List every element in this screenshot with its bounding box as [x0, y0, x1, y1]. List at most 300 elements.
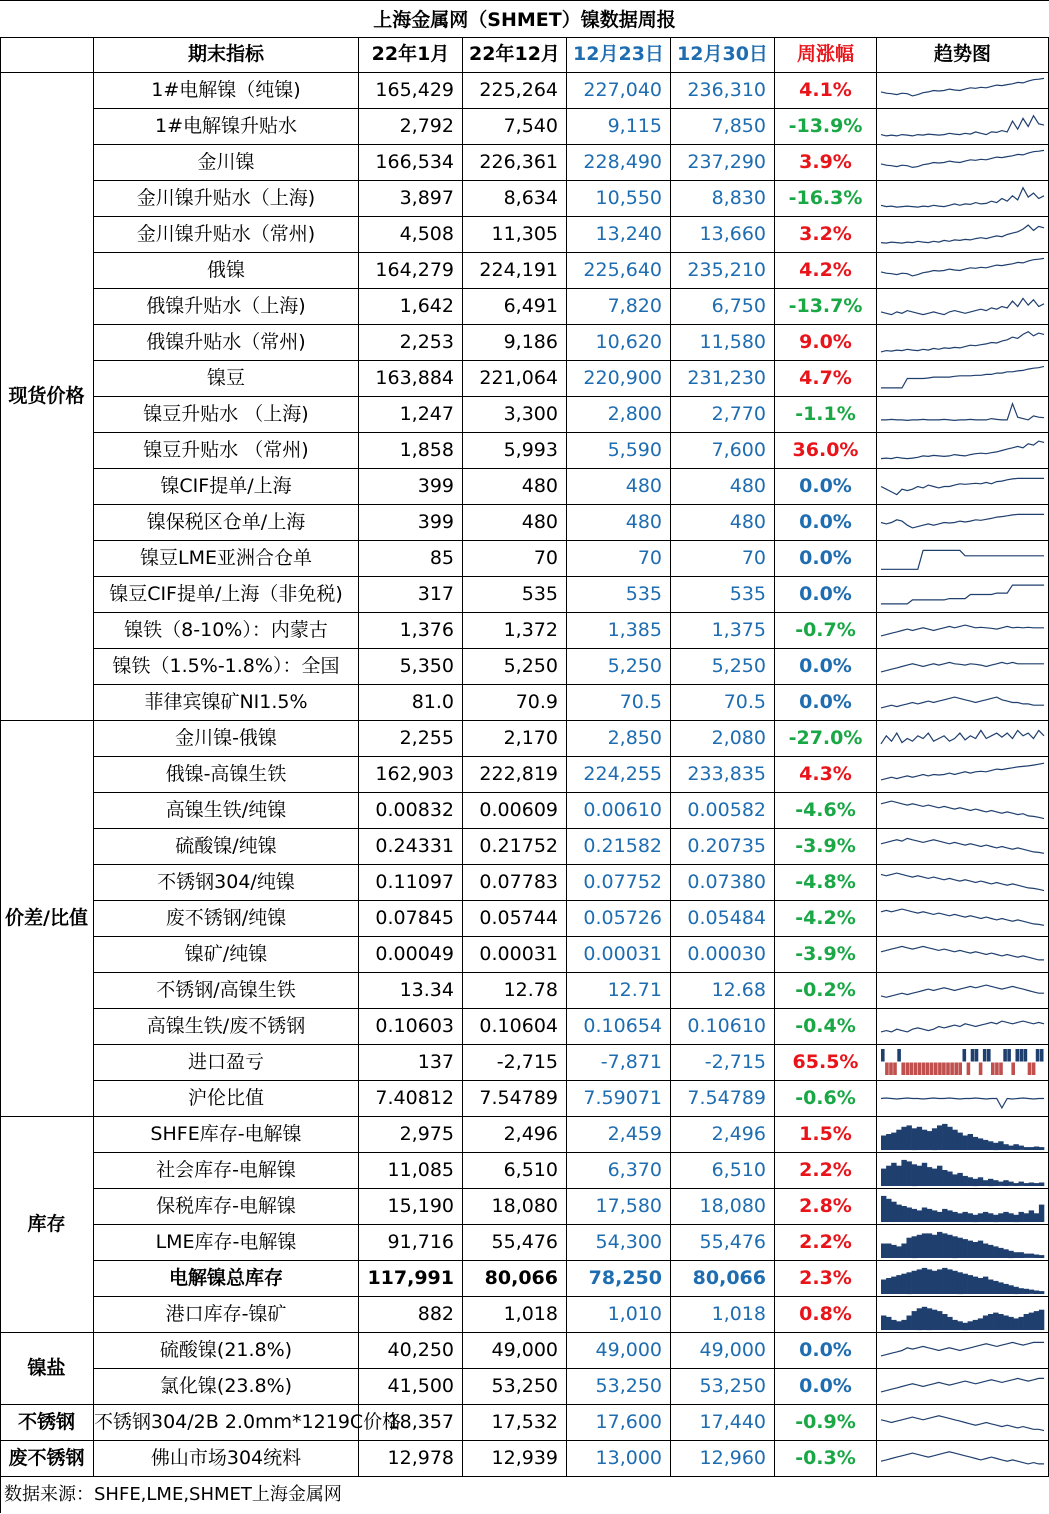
inventory-bar	[1019, 1317, 1024, 1330]
inventory-bar	[993, 1246, 998, 1258]
winloss-bar-profit	[897, 1049, 901, 1062]
inventory-bar	[963, 1136, 968, 1151]
sparkline-svg	[877, 1441, 1048, 1476]
row-value-v2: 12,939	[463, 1441, 567, 1477]
row-weekly-change: -4.8%	[775, 865, 877, 901]
row-value-v4: 0.00030	[671, 937, 775, 973]
inventory-bar	[912, 1209, 917, 1222]
inventory-bar	[1019, 1288, 1024, 1294]
inventory-bar	[988, 1213, 993, 1222]
row-trend-sparkline	[877, 289, 1049, 325]
sparkline-svg	[877, 1261, 1048, 1296]
row-value-v1: 15,190	[359, 1189, 463, 1225]
row-value-v4: 53,250	[671, 1369, 775, 1405]
header-col-dec23: 12月23日	[567, 37, 671, 73]
inventory-bar	[1029, 1254, 1034, 1258]
row-value-v1: 5,350	[359, 649, 463, 685]
row-value-v3: 6,370	[567, 1153, 671, 1189]
category-nickel-salt	[0, 1333, 94, 1405]
inventory-bar	[998, 1314, 1003, 1330]
row-value-v1: 166,534	[359, 145, 463, 181]
row-indicator-name: 进口盈亏	[94, 1045, 359, 1081]
row-weekly-change: -13.9%	[775, 109, 877, 145]
inventory-bar	[917, 1210, 922, 1222]
row-value-v1: 2,255	[359, 721, 463, 757]
row-indicator-name: 俄镍升贴水（上海)	[94, 289, 359, 325]
row-value-v2: 18,080	[463, 1189, 567, 1225]
sparkline-svg	[877, 865, 1048, 900]
trend-line	[881, 763, 1044, 780]
row-value-v3: 228,490	[567, 145, 671, 181]
row-value-v2: 1,018	[463, 1297, 567, 1333]
inventory-bar	[1019, 1252, 1024, 1258]
category-label: 价差/比值	[5, 907, 88, 929]
row-value-v1: 2,975	[359, 1117, 463, 1153]
inventory-bar	[1013, 1183, 1018, 1186]
row-value-v2: 80,066	[463, 1261, 567, 1297]
row-weekly-change: 0.0%	[775, 541, 877, 577]
row-value-v4: 55,476	[671, 1225, 775, 1261]
inventory-bar	[957, 1272, 962, 1294]
row-trend-sparkline	[877, 1225, 1049, 1261]
row-weekly-change: 2.8%	[775, 1189, 877, 1225]
row-indicator-name: 镍豆升贴水 （上海)	[94, 397, 359, 433]
inventory-bar	[912, 1236, 917, 1258]
row-value-v4: 80,066	[671, 1261, 775, 1297]
inventory-bar	[901, 1160, 906, 1186]
sparkline-svg	[877, 1009, 1048, 1044]
row-indicator-name: 金川镍-俄镍	[94, 721, 359, 757]
row-value-v3: 480	[567, 505, 671, 541]
row-weekly-change: -3.9%	[775, 829, 877, 865]
row-value-v2: 5,993	[463, 433, 567, 469]
inventory-bar	[963, 1212, 968, 1222]
row-value-v2: 55,476	[463, 1225, 567, 1261]
trend-line	[881, 225, 1044, 243]
inventory-bar	[947, 1269, 952, 1294]
row-trend-sparkline	[877, 1081, 1049, 1117]
trend-line	[881, 332, 1044, 352]
inventory-bar	[937, 1212, 942, 1222]
inventory-bar	[891, 1320, 896, 1330]
row-value-v1: 1,858	[359, 433, 463, 469]
inventory-bar	[1013, 1215, 1018, 1222]
row-indicator-name: 金川镍升贴水（上海)	[94, 181, 359, 217]
row-value-v2: 2,170	[463, 721, 567, 757]
winloss-bar-loss	[889, 1063, 893, 1076]
winloss-bar-loss	[906, 1063, 910, 1076]
sparkline-svg	[877, 793, 1048, 828]
category-label: 废不锈钢	[8, 1447, 85, 1469]
row-weekly-change: 2.2%	[775, 1225, 877, 1261]
row-value-v3: 1,010	[567, 1297, 671, 1333]
row-trend-sparkline	[877, 469, 1049, 505]
row-weekly-change: 4.2%	[775, 253, 877, 289]
inventory-bar	[932, 1169, 937, 1186]
winloss-bar-profit	[881, 1049, 885, 1062]
inventory-bar	[1008, 1285, 1013, 1294]
header-category-blank	[0, 37, 94, 73]
row-value-v1: 1,376	[359, 613, 463, 649]
sparkline-svg	[877, 829, 1048, 864]
row-value-v2: 2,496	[463, 1117, 567, 1153]
winloss-bar-profit	[1016, 1049, 1020, 1062]
inventory-bar	[1039, 1310, 1044, 1330]
trend-line	[881, 514, 1044, 528]
row-trend-sparkline	[877, 1045, 1049, 1081]
row-indicator-name: 保税库存-电解镍	[94, 1189, 359, 1225]
inventory-bar	[917, 1235, 922, 1258]
row-indicator-name: 港口库存-镍矿	[94, 1297, 359, 1333]
row-value-v4: 11,580	[671, 325, 775, 361]
winloss-bar-loss	[930, 1063, 934, 1076]
row-value-v4: 7,600	[671, 433, 775, 469]
inventory-bar	[957, 1133, 962, 1150]
row-indicator-name: 佛山市场304统料	[94, 1441, 359, 1477]
inventory-bar	[891, 1163, 896, 1186]
row-indicator-name: 俄镍升贴水（常州)	[94, 325, 359, 361]
row-value-v2: 480	[463, 505, 567, 541]
trend-line	[881, 730, 1044, 744]
inventory-bar	[957, 1213, 962, 1222]
inventory-bar	[886, 1199, 891, 1222]
inventory-bar	[917, 1269, 922, 1294]
trend-line	[881, 116, 1044, 136]
row-value-v2: 226,361	[463, 145, 567, 181]
row-weekly-change: 4.1%	[775, 73, 877, 109]
row-trend-sparkline	[877, 649, 1049, 685]
inventory-bar	[927, 1233, 932, 1258]
row-trend-sparkline	[877, 685, 1049, 721]
sparkline-svg	[877, 145, 1048, 180]
row-value-v1: 4,508	[359, 217, 463, 253]
row-value-v3: 0.07752	[567, 865, 671, 901]
row-value-v2: 9,186	[463, 325, 567, 361]
row-trend-sparkline	[877, 1369, 1049, 1405]
row-value-v1: 1,642	[359, 289, 463, 325]
row-value-v4: 233,835	[671, 757, 775, 793]
row-trend-sparkline	[877, 829, 1049, 865]
trend-line	[881, 585, 1044, 604]
inventory-bar	[886, 1244, 891, 1259]
row-value-v1: 3,897	[359, 181, 463, 217]
inventory-bar	[942, 1268, 947, 1294]
row-value-v3: 9,115	[567, 109, 671, 145]
row-indicator-name: 镍豆LME亚洲合仓单	[94, 541, 359, 577]
row-value-v2: 224,191	[463, 253, 567, 289]
winloss-bar-loss	[1028, 1063, 1032, 1076]
inventory-bar	[1024, 1289, 1029, 1294]
inventory-bar	[988, 1179, 993, 1186]
inventory-bar	[993, 1313, 998, 1330]
row-value-v1: 81.0	[359, 685, 463, 721]
inventory-bar	[937, 1125, 942, 1150]
winloss-bar-profit	[1036, 1049, 1040, 1062]
winloss-bar-loss	[914, 1063, 918, 1076]
row-weekly-change: 2.2%	[775, 1153, 877, 1189]
inventory-bar	[1003, 1249, 1008, 1258]
row-value-v3: 0.21582	[567, 829, 671, 865]
row-weekly-change: -16.3%	[775, 181, 877, 217]
inventory-bar	[973, 1215, 978, 1222]
row-value-v3: 2,459	[567, 1117, 671, 1153]
inventory-bar	[952, 1236, 957, 1258]
inventory-bar	[952, 1271, 957, 1294]
inventory-bar	[922, 1163, 927, 1186]
inventory-bar	[891, 1133, 896, 1150]
row-value-v2: 0.00609	[463, 793, 567, 829]
winloss-bar-loss	[893, 1063, 897, 1076]
row-value-v3: 49,000	[567, 1333, 671, 1369]
trend-line	[881, 441, 1044, 459]
trend-line	[881, 478, 1044, 494]
row-value-v1: 2,253	[359, 325, 463, 361]
inventory-bar	[922, 1307, 927, 1330]
row-value-v3: 70.5	[567, 685, 671, 721]
inventory-bar	[952, 1212, 957, 1222]
row-value-v4: 236,310	[671, 73, 775, 109]
winloss-bar-loss	[946, 1063, 950, 1076]
sparkline-svg	[877, 1405, 1048, 1440]
sparkline-svg	[877, 1153, 1048, 1188]
inventory-bar	[901, 1274, 906, 1294]
inventory-bar	[1013, 1318, 1018, 1330]
sparkline-svg	[877, 1297, 1048, 1332]
category-stainless	[0, 1405, 94, 1441]
row-weekly-change: -3.9%	[775, 937, 877, 973]
trend-line	[881, 1342, 1044, 1356]
winloss-bar-loss	[934, 1063, 938, 1076]
trend-line	[881, 258, 1044, 276]
row-value-v4: 2,496	[671, 1117, 775, 1153]
winloss-bar-profit	[1020, 1049, 1024, 1062]
winloss-bar-loss	[918, 1063, 922, 1076]
inventory-bar	[937, 1311, 942, 1330]
inventory-bar	[907, 1125, 912, 1150]
inventory-bar	[937, 1269, 942, 1294]
inventory-bar	[1024, 1314, 1029, 1330]
row-weekly-change: 36.0%	[775, 433, 877, 469]
row-value-v2: 7.54789	[463, 1081, 567, 1117]
trend-line	[881, 188, 1044, 207]
row-indicator-name: 高镍生铁/纯镍	[94, 793, 359, 829]
row-value-v2: -2,715	[463, 1045, 567, 1081]
sparkline-svg	[877, 937, 1048, 972]
winloss-bar-loss	[958, 1063, 962, 1076]
sparkline-svg	[877, 1333, 1048, 1368]
row-indicator-name: 社会库存-电解镍	[94, 1153, 359, 1189]
inventory-bar	[1039, 1147, 1044, 1150]
inventory-bar	[1008, 1251, 1013, 1258]
trend-line	[881, 150, 1044, 167]
row-value-v3: 13,240	[567, 217, 671, 253]
sparkline-svg	[877, 217, 1048, 252]
row-trend-sparkline	[877, 721, 1049, 757]
inventory-bar	[1034, 1311, 1039, 1330]
row-weekly-change: 0.0%	[775, 649, 877, 685]
row-indicator-name: 菲律宾镍矿NI1.5%	[94, 685, 359, 721]
sparkline-svg	[877, 1369, 1048, 1404]
winloss-bar-loss	[991, 1063, 995, 1076]
inventory-bar	[998, 1182, 1003, 1186]
category-label: 镍盐	[27, 1357, 66, 1379]
trend-line	[881, 838, 1044, 853]
winloss-bar-profit	[1007, 1049, 1011, 1062]
row-value-v4: 7,850	[671, 109, 775, 145]
trend-line	[881, 1416, 1044, 1431]
row-trend-sparkline	[877, 1189, 1049, 1225]
row-trend-sparkline	[877, 361, 1049, 397]
trend-line	[881, 873, 1044, 891]
winloss-bar-loss	[910, 1063, 914, 1076]
inventory-bar	[947, 1317, 952, 1330]
row-weekly-change: -1.1%	[775, 397, 877, 433]
row-value-v3: 225,640	[567, 253, 671, 289]
inventory-bar	[922, 1268, 927, 1294]
inventory-bar	[1024, 1183, 1029, 1186]
inventory-bar	[922, 1233, 927, 1258]
sparkline-svg	[877, 577, 1048, 612]
inventory-bar	[998, 1248, 1003, 1258]
inventory-bar	[896, 1130, 901, 1150]
row-value-v3: 224,255	[567, 757, 671, 793]
row-value-v3: 7.59071	[567, 1081, 671, 1117]
row-value-v4: 0.00582	[671, 793, 775, 829]
winloss-bar-loss	[1032, 1063, 1036, 1076]
sparkline-svg	[877, 505, 1048, 540]
row-indicator-name: 镍铁（1.5%-1.8%）：全国	[94, 649, 359, 685]
row-trend-sparkline	[877, 433, 1049, 469]
row-value-v2: 7,540	[463, 109, 567, 145]
row-indicator-name: 1#电解镍（纯镍)	[94, 73, 359, 109]
inventory-bar	[886, 1317, 891, 1330]
row-value-v4: 535	[671, 577, 775, 613]
inventory-bar	[912, 1271, 917, 1294]
trend-line	[881, 366, 1044, 388]
row-weekly-change: 4.7%	[775, 361, 877, 397]
inventory-bar	[942, 1209, 947, 1222]
inventory-bar	[907, 1161, 912, 1186]
row-value-v1: 163,884	[359, 361, 463, 397]
row-value-v2: 0.05744	[463, 901, 567, 937]
row-indicator-name: SHFE库存-电解镍	[94, 1117, 359, 1153]
row-trend-sparkline	[877, 1261, 1049, 1297]
winloss-bar-loss	[901, 1063, 905, 1076]
row-indicator-name: 镍铁（8-10%）：内蒙古	[94, 613, 359, 649]
inventory-bar	[942, 1170, 947, 1186]
inventory-bar	[998, 1141, 1003, 1150]
header-indicator: 期末指标	[94, 37, 359, 73]
inventory-bar	[1003, 1180, 1008, 1186]
sparkline-svg	[877, 685, 1048, 720]
row-value-v1: 399	[359, 505, 463, 541]
winloss-bar-loss	[954, 1063, 958, 1076]
row-weekly-change: -0.4%	[775, 1009, 877, 1045]
sparkline-svg	[877, 1045, 1048, 1080]
row-value-v2: 6,510	[463, 1153, 567, 1189]
sparkline-svg	[877, 361, 1048, 396]
inventory-bar	[917, 1127, 922, 1150]
row-weekly-change: 3.2%	[775, 217, 877, 253]
inventory-bar	[1003, 1144, 1008, 1150]
row-value-v4: 0.05484	[671, 901, 775, 937]
inventory-bar	[891, 1202, 896, 1222]
inventory-bar	[983, 1277, 988, 1294]
row-indicator-name: 氯化镍(23.8%)	[94, 1369, 359, 1405]
inventory-bar	[978, 1278, 983, 1294]
inventory-bar	[942, 1124, 947, 1150]
inventory-bar	[896, 1321, 901, 1330]
inventory-bar	[968, 1321, 973, 1330]
row-indicator-name: 不锈钢/高镍生铁	[94, 973, 359, 1009]
row-trend-sparkline	[877, 1117, 1049, 1153]
inventory-bar	[901, 1127, 906, 1150]
winloss-bar-profit	[1040, 1049, 1044, 1062]
inventory-bar	[927, 1269, 932, 1294]
row-indicator-name: 俄镍-高镍生铁	[94, 757, 359, 793]
trend-line	[881, 946, 1044, 960]
inventory-bar	[886, 1134, 891, 1150]
row-indicator-name: 硫酸镍/纯镍	[94, 829, 359, 865]
row-indicator-name: 镍CIF提单/上海	[94, 469, 359, 505]
winloss-bar-loss	[995, 1063, 999, 1076]
row-weekly-change: -0.7%	[775, 613, 877, 649]
row-value-v2: 0.21752	[463, 829, 567, 865]
inventory-bar	[1003, 1284, 1008, 1294]
winloss-bar-loss	[979, 1063, 983, 1076]
row-value-v4: 70	[671, 541, 775, 577]
row-trend-sparkline	[877, 865, 1049, 901]
inventory-bar	[983, 1244, 988, 1259]
inventory-bar	[1034, 1183, 1039, 1186]
inventory-bar	[1013, 1144, 1018, 1150]
winloss-bar-profit	[1024, 1049, 1028, 1062]
inventory-bar	[968, 1241, 973, 1258]
inventory-bar	[988, 1314, 993, 1330]
trend-line	[881, 1378, 1044, 1392]
row-value-v4: 2,770	[671, 397, 775, 433]
trend-line	[881, 985, 1044, 997]
trend-line	[881, 625, 1044, 636]
inventory-bar	[927, 1308, 932, 1330]
row-value-v1: 0.07845	[359, 901, 463, 937]
row-value-v3: 12.71	[567, 973, 671, 1009]
inventory-bar	[993, 1215, 998, 1222]
inventory-bar	[983, 1140, 988, 1150]
row-value-v2: 535	[463, 577, 567, 613]
inventory-bar	[978, 1241, 983, 1258]
row-value-v1: 162,903	[359, 757, 463, 793]
inventory-bar	[947, 1172, 952, 1187]
row-value-v3: 0.00610	[567, 793, 671, 829]
row-value-v4: 0.20735	[671, 829, 775, 865]
inventory-bar	[947, 1127, 952, 1150]
row-value-v1: 91,716	[359, 1225, 463, 1261]
inventory-bar	[952, 1320, 957, 1330]
header-weekly-change: 周涨幅	[775, 37, 877, 73]
trend-line	[881, 550, 1044, 569]
inventory-bar	[957, 1238, 962, 1258]
row-trend-sparkline	[877, 613, 1049, 649]
row-value-v1: 40,250	[359, 1333, 463, 1369]
inventory-bar	[891, 1245, 896, 1258]
row-value-v1: 0.00049	[359, 937, 463, 973]
row-weekly-change: -4.2%	[775, 901, 877, 937]
row-value-v2: 70	[463, 541, 567, 577]
row-value-v1: 0.00832	[359, 793, 463, 829]
winloss-bar-loss	[1011, 1063, 1015, 1076]
row-trend-sparkline	[877, 973, 1049, 1009]
